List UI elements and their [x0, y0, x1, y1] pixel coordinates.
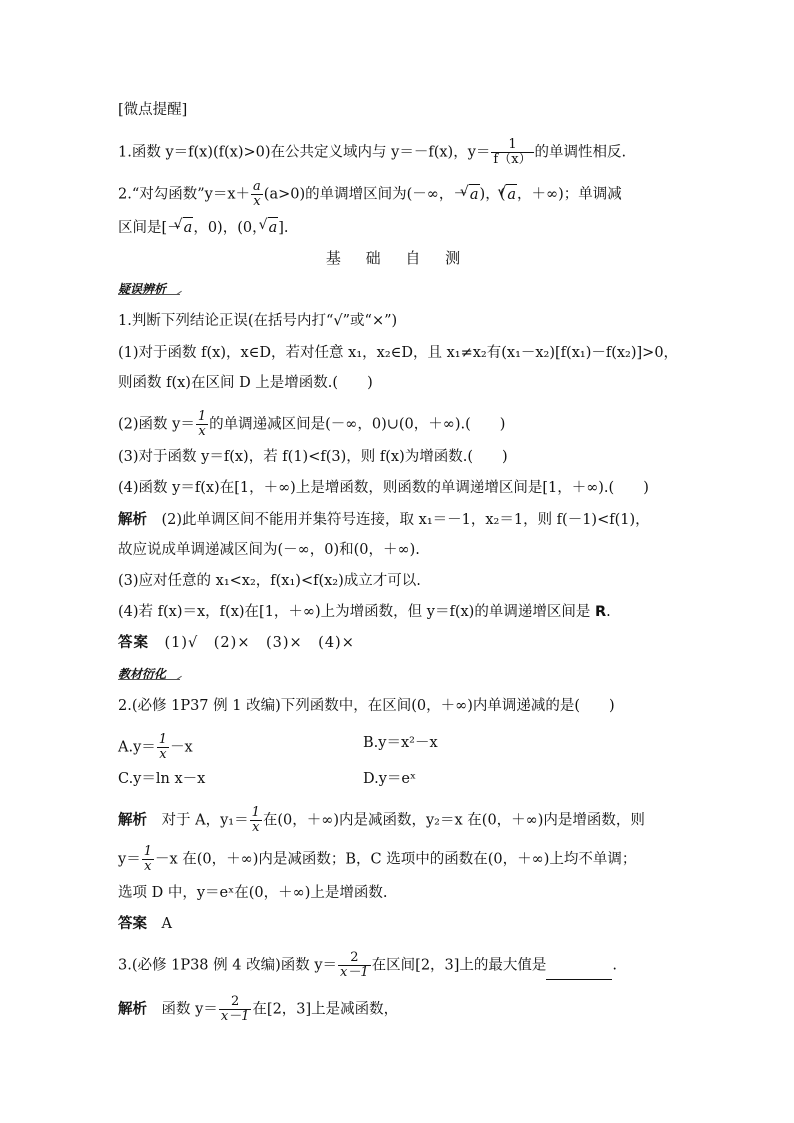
tip-line-1-suffix: 的单调性相反. [534, 144, 627, 161]
q2-analysis-1-prefix: 对于 A，y₁＝ [161, 812, 249, 829]
q1-answer [118, 633, 355, 653]
tip-line-2-fraction [251, 180, 263, 209]
tip-line-3-prefix: 区间是[－ [118, 220, 182, 236]
q1-answer-text: (1)√ (2)× (3)× (4)× [164, 635, 355, 651]
q1-statement-1b: 则函数 f(x)在区间 D 上是增函数.( ) [118, 375, 373, 391]
q1-analysis-2: 故应说成单调递减区间为(－∞，0)和(0，＋∞). [118, 542, 420, 558]
fraction-denominator: x [142, 859, 154, 874]
q2-analysis-1-fraction [250, 806, 262, 835]
answer-blank[interactable] [546, 965, 612, 980]
q2-analysis-2-fraction [142, 845, 154, 874]
q2-answer [118, 914, 172, 934]
q2-analysis-2 [118, 845, 636, 874]
tag-underline [118, 290, 180, 295]
q3-analysis-1-prefix: 函数 y＝ [161, 1001, 218, 1018]
q2-option-a [118, 733, 193, 762]
tip-line-2-suffix: ，＋∞)；单调减 [517, 186, 622, 203]
analysis-label: 解析 [118, 1001, 147, 1018]
q1-analysis-1-text: (2)此单调区间不能用并集符号连接，取 x₁＝－1，x₂＝1，则 f(－1)<f(1)， [161, 512, 650, 528]
tip-header: [微点提醒] [118, 102, 188, 118]
fraction-numerator: 1 [158, 732, 168, 747]
fraction-denominator: x－1 [220, 1009, 250, 1024]
fraction-denominator: x－1 [340, 965, 369, 980]
q3-stem-end: . [612, 957, 618, 974]
q2-option-a-prefix: A.y＝ [118, 739, 156, 756]
answer-label: 答案 [118, 635, 149, 651]
tip-line-2-prefix: 2.“对勾函数”y＝x＋ [118, 186, 251, 203]
fraction-numerator: 1 [143, 844, 152, 859]
fraction-numerator: 1 [197, 409, 207, 424]
sqrt-a: √ a [268, 217, 279, 238]
tip-line-1 [118, 138, 626, 167]
answer-label: 答案 [118, 916, 147, 932]
q2-option-c: C.y＝ln x－x [118, 771, 206, 787]
q2-analysis-1-suffix: 在(0，＋∞)内是减函数，y₂＝x 在(0，＋∞)内是增函数，则 [262, 812, 645, 829]
analysis-label: 解析 [118, 512, 147, 528]
q2-option-a-fraction [157, 733, 169, 762]
tip-line-3-mid: ，0)，(0， [193, 220, 267, 236]
fraction-numerator: 2 [350, 950, 359, 965]
fraction-numerator: 1 [508, 137, 517, 152]
fraction-denominator: x [250, 820, 262, 835]
q1-s2-prefix: (2)函数 y＝ [118, 416, 195, 433]
q1-analysis-4-suffix: . [606, 604, 611, 620]
q1-statement-4: (4)函数 y＝f(x)在[1，＋∞)上是增函数，则函数的单调递增区间是[1，＋∞).( ) [118, 480, 649, 496]
section-tag-1: 疑误辨析 [118, 282, 167, 296]
tip-line-2-mid: (a>0)的单调增区间为(－∞，－ [263, 186, 468, 203]
fraction-denominator: f（x） [493, 152, 532, 167]
q3-analysis-1-fraction [219, 995, 252, 1024]
q1-stem: 1.判断下列结论正误(在括号内打“√”或“×”) [118, 313, 398, 329]
q2-option-a-suffix: －x [170, 739, 193, 756]
tip-line-1-fraction [491, 138, 533, 167]
fraction-denominator: x [196, 424, 208, 439]
q2-analysis-1 [118, 806, 645, 835]
tip-line-3-suffix: ]. [278, 220, 289, 236]
q3-analysis-1-suffix: 在[2，3]上是减函数， [252, 1001, 399, 1018]
real-numbers-symbol: R [594, 604, 607, 620]
q1-s2-suffix: 的单调递减区间是(－∞，0)∪(0，＋∞).( ) [209, 416, 506, 433]
sqrt-a: √ a [183, 217, 194, 238]
q2-option-d: D.y＝eˣ [363, 771, 417, 787]
tip-line-2-mid2: )，( [479, 186, 506, 203]
q3-analysis-1 [118, 995, 398, 1024]
section-tag-2: 教材衍化 [118, 667, 167, 681]
fraction-numerator: 2 [230, 994, 240, 1009]
fraction-numerator: 1 [251, 805, 260, 820]
q2-analysis-3: 选项 D 中，y＝eˣ在(0，＋∞)上是增函数. [118, 885, 388, 901]
sqrt-a: √ a [469, 184, 480, 205]
q1-statement-2 [118, 410, 505, 439]
fraction-denominator: x [251, 194, 263, 209]
analysis-label: 解析 [118, 812, 147, 829]
q3-stem-suffix: 在区间[2，3]上的最大值是 [371, 957, 547, 974]
q1-analysis-3: (3)应对任意的 x₁<x₂，f(x₁)<f(x₂)成立才可以. [118, 573, 421, 589]
q2-stem: 2.(必修 1P37 例 1 改编)下列函数中，在区间(0，＋∞)内单调递减的是( ) [118, 698, 615, 714]
tag-underline [118, 675, 180, 680]
q2-analysis-2-suffix: －x 在(0，＋∞)内是减函数；B，C 选项中的函数在(0，＋∞)上均不单调； [154, 851, 637, 868]
tip-line-1-prefix: 1.函数 y＝f(x)(f(x)>0)在公共定义域内与 y＝－f(x)，y＝ [118, 144, 491, 161]
tip-line-3 [118, 217, 289, 238]
q2-answer-text: A [161, 916, 172, 932]
q1-analysis-1 [118, 510, 650, 530]
q1-s2-fraction [196, 410, 208, 439]
q2-analysis-2-prefix: y＝ [118, 851, 141, 868]
fraction-denominator: x [157, 747, 169, 762]
q1-analysis-4-prefix: (4)若 f(x)＝x，f(x)在[1，＋∞)上为增函数，但 y＝f(x)的单调递增区间是 [118, 604, 595, 620]
q1-statement-1a: (1)对于函数 f(x)，x∈D，若对任意 x₁，x₂∈D，且 x₁≠x₂有(x₁－x₂)[f(x₁)－f(x₂)]>0， [118, 345, 679, 361]
q1-statement-3: (3)对于函数 y＝f(x)，若 f(1)<f(3)，则 f(x)为增函数.( ) [118, 449, 508, 465]
q2-option-b: B.y＝x²－x [363, 735, 438, 751]
q3-stem [118, 951, 617, 980]
sqrt-a: √ a [506, 184, 517, 205]
fraction-numerator: a [253, 179, 261, 194]
q3-stem-prefix: 3.(必修 1P38 例 4 改编)函数 y＝ [118, 957, 338, 974]
q3-stem-fraction [338, 951, 371, 980]
section-title: 基 础 自 测 [325, 249, 471, 267]
q1-analysis-4 [118, 602, 611, 622]
tip-line-2 [118, 180, 622, 209]
